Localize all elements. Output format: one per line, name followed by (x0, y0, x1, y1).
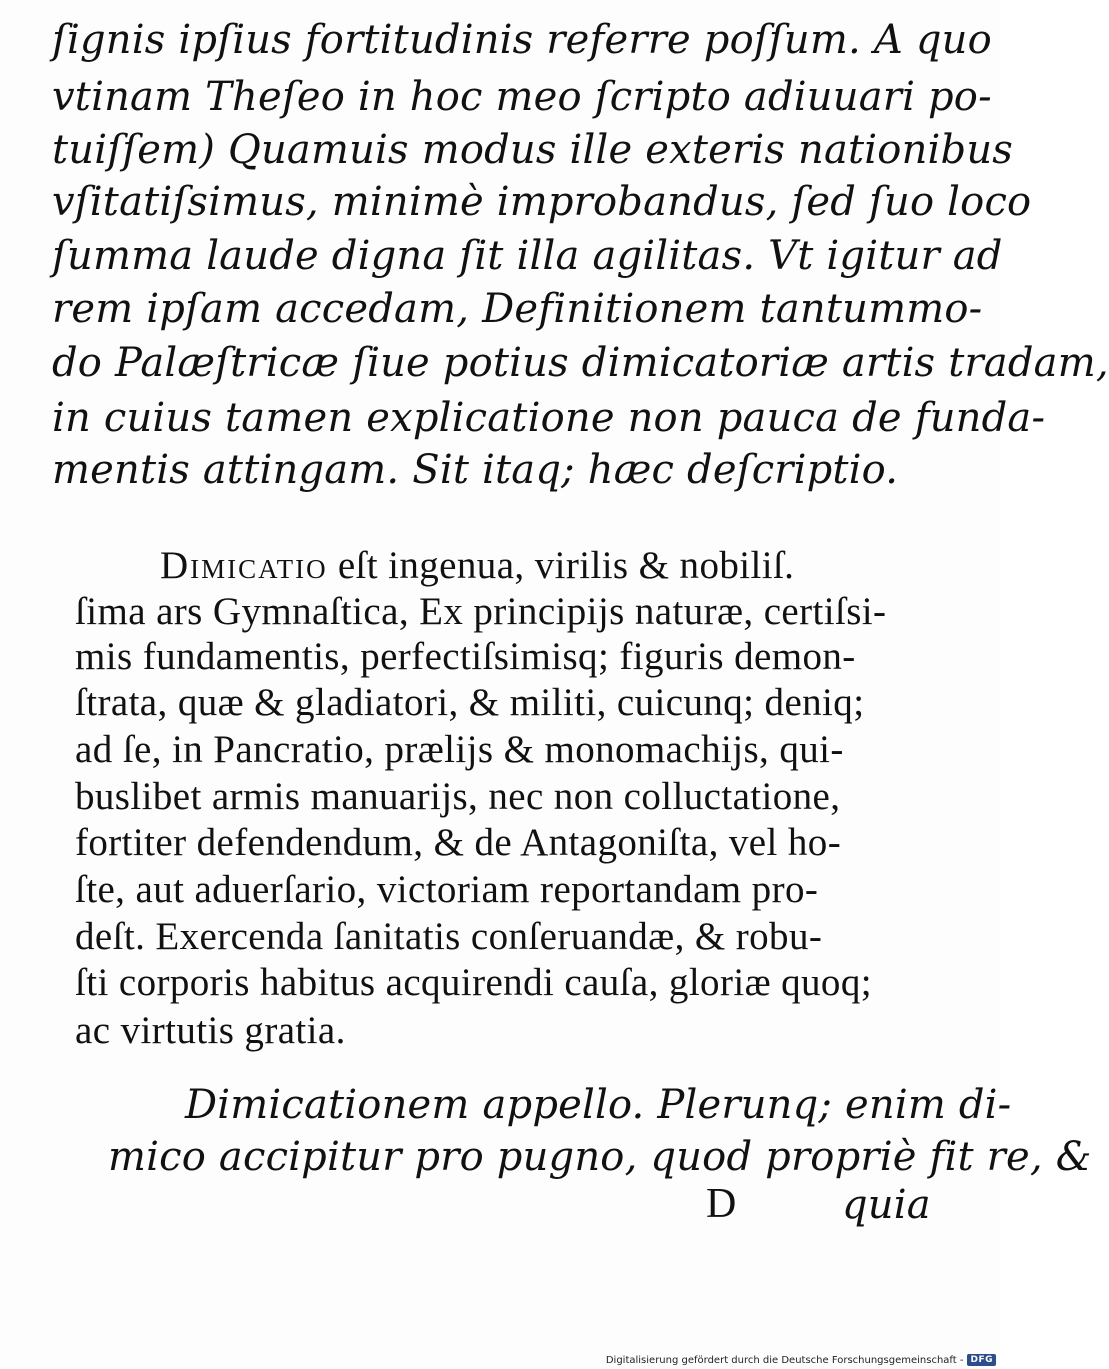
credit-text: Digitalisierung gefördert durch die Deutsche Forschungsgemeinschaft - (605, 1354, 964, 1366)
definition-text: eſt ingenua, virilis & nobiliſ. (337, 544, 795, 587)
text-line: buslibet armis manuarijs, nec non colluctatione, (75, 775, 841, 818)
text-line: do Palæſtricæ ſiue potius dimicatoriæ artis tradam, (52, 340, 1109, 386)
digitization-credit (606, 1353, 996, 1367)
text-line: ſignis ipſius fortitudinis referre poſſum. A quo (52, 17, 992, 63)
text-line: fortiter defendendum, & de Antagoniſta, vel ho- (75, 821, 842, 864)
text-line: mis fundamentis, perfectiſsimisq; figuris demon- (75, 635, 856, 678)
text-line: ſte, aut aduerſario, victoriam reportandam pro- (75, 868, 819, 911)
definition-first-line (160, 546, 794, 585)
text-line: ſima ars Gymnaſtica, Ex principijs naturæ, certiſsi- (75, 590, 887, 633)
text-line: ſti corporis habitus acquirendi cauſa, gloriæ quoq; (75, 961, 872, 1004)
text-line: mico accipitur pro pugno, quod propriè fit re, & (108, 1134, 1092, 1180)
dfg-logo: DFG (967, 1354, 996, 1366)
text-line: ſumma laude digna ſit illa agilitas. Vt igitur ad (52, 233, 1003, 279)
text-line: Dimicationem appello. Plerunq; enim di- (185, 1082, 1012, 1128)
text-line: vtinam Theſeo in hoc meo ſcripto adiuuari po- (52, 74, 992, 120)
catchword: quia (842, 1182, 931, 1228)
text-line: vſitatiſsimus, minimè improbandus, ſed ſuo loco (52, 179, 1032, 225)
text-line: rem ipſam accedam, Definitionem tantummo- (52, 286, 983, 332)
text-line: mentis attingam. Sit itaq; hæc deſcriptio. (52, 447, 899, 493)
text-line: ſtrata, quæ & gladiatori, & militi, cuicunq; deniq; (75, 681, 865, 724)
signature-mark: D (706, 1181, 737, 1227)
text-line: ad ſe, in Pancratio, prælijs & monomachijs, qui- (75, 728, 844, 771)
text-line: deſt. Exercenda ſanitatis conſeruandæ, & robu- (75, 915, 823, 958)
text-line: in cuius tamen explicatione non pauca de funda- (52, 395, 1046, 441)
text-line: tuiſſem) Quamuis modus ille exteris nationibus (52, 127, 1014, 173)
drop-word: Dimicatio (160, 544, 328, 587)
text-line: ac virtutis gratia. (75, 1009, 346, 1052)
